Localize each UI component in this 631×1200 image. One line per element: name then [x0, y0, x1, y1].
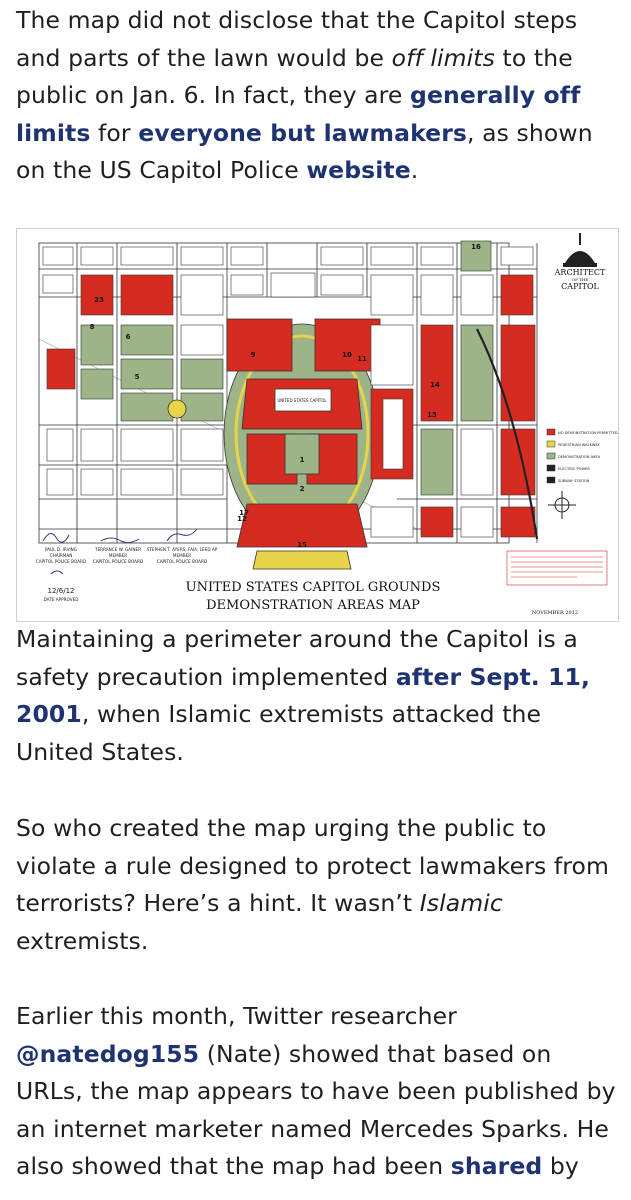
paragraph-text: So who created the map urging the public to violate a rule designed to protect lawmakers from terrorists? Here’s a hint. It wasn’t	[16, 814, 609, 918]
map-illustration	[17, 229, 618, 621]
svg-text:12: 12	[237, 515, 247, 523]
svg-text:23: 23	[94, 296, 104, 304]
paragraph-text: Earlier this month, Twitter researcher	[16, 1002, 457, 1030]
svg-text:NO DEMONSTRATION PERMITTED: NO DEMONSTRATION PERMITTED	[558, 431, 618, 435]
link-shared[interactable]: shared	[450, 1152, 543, 1181]
svg-text:16: 16	[471, 243, 481, 251]
signer-board: CAPITOL POLICE BOARD	[92, 559, 144, 564]
svg-text:17: 17	[239, 509, 249, 517]
paragraph-text: .	[410, 156, 419, 185]
svg-text:DEMONSTRATION AREA: DEMONSTRATION AREA	[558, 455, 601, 459]
signer-board: CAPITOL POLICE BOARD	[156, 559, 208, 564]
paragraph-text: Maintaining a perimeter around the Capitol is a safety precaution implemented	[16, 625, 578, 691]
paragraph-text: to the public on Jan. 6. In fact, they are	[16, 43, 573, 110]
svg-text:1: 1	[299, 456, 305, 464]
signer-board: CAPITOL POLICE BOARD	[35, 559, 87, 564]
map-title-line1: UNITED STATES CAPITOL GROUNDS	[185, 580, 441, 595]
link-after-sept-11[interactable]: after Sept. 11, 2001	[16, 662, 591, 729]
paragraph-text: , as shown on the US Capitol Police	[16, 118, 593, 185]
logo-line1: ARCHITECT	[554, 268, 606, 277]
signer-name: STEPHEN T. AYERS, FAIA, LEED AP	[146, 547, 218, 552]
paragraph-text: by	[542, 1152, 579, 1181]
signer-name: TERRANCE W. GAINER	[94, 547, 142, 552]
capitol-label: UNITED STATES CAPITOL	[277, 398, 327, 403]
svg-text:5: 5	[134, 373, 140, 381]
signer-role: CHAIRMAN	[49, 553, 73, 558]
approval-date-label: DATE APPROVED	[43, 597, 79, 602]
emphasis-text: Islamic	[419, 889, 503, 918]
map-title-line2: DEMONSTRATION AREAS MAP	[206, 598, 420, 613]
svg-text:14: 14	[430, 381, 440, 389]
link-generally-off-limits[interactable]: generally off limits	[16, 81, 581, 147]
svg-text:SUBWAY STATION: SUBWAY STATION	[558, 479, 590, 483]
svg-text:15: 15	[297, 541, 307, 549]
svg-text:10: 10	[342, 351, 352, 359]
signer-role: MEMBER	[172, 553, 192, 558]
paragraph-text: (Nate) showed that based on URLs, the map appears to have been published by an internet marketer named Mercedes Sparks. He also showed that the map had been	[16, 1039, 616, 1181]
svg-text:13: 13	[427, 411, 437, 419]
svg-text:ELECTRIC POWER: ELECTRIC POWER	[558, 467, 590, 471]
capitol-demonstration-map	[16, 228, 619, 622]
article-paragraph	[16, 2, 622, 190]
signer-name: PAUL D. IRVING	[44, 547, 78, 552]
logo-line3: CAPITOL	[561, 282, 599, 291]
paragraph-text: , when Islamic extremists attacked the United States.	[16, 700, 542, 766]
svg-text:9: 9	[250, 351, 256, 359]
map-date: NOVEMBER 2012	[531, 610, 579, 616]
approval-date: 12/6/12	[47, 587, 75, 595]
paragraph-text: for	[90, 118, 139, 147]
paragraph-text: extremists.	[16, 926, 149, 955]
link-website[interactable]: website	[306, 156, 411, 185]
signer-role: MEMBER	[108, 553, 128, 558]
link-everyone-but-lawmakers[interactable]: everyone but lawmakers	[138, 118, 467, 147]
svg-text:2: 2	[299, 485, 305, 493]
svg-text:8: 8	[89, 323, 95, 331]
svg-text:11: 11	[357, 355, 367, 363]
svg-text:PEDESTRIAN WALKWAY: PEDESTRIAN WALKWAY	[558, 443, 600, 447]
paragraph-text: The map did not disclose that the Capitol steps and parts of the lawn would be	[16, 6, 578, 72]
svg-text:6: 6	[125, 333, 131, 341]
emphasis-text: off limits	[391, 43, 495, 72]
article-paragraph	[16, 621, 622, 771]
logo-line2: OF THE	[571, 277, 589, 282]
article-paragraph	[16, 998, 622, 1186]
link-natedog155[interactable]: @natedog155	[16, 1039, 200, 1068]
article-paragraph	[16, 810, 622, 960]
